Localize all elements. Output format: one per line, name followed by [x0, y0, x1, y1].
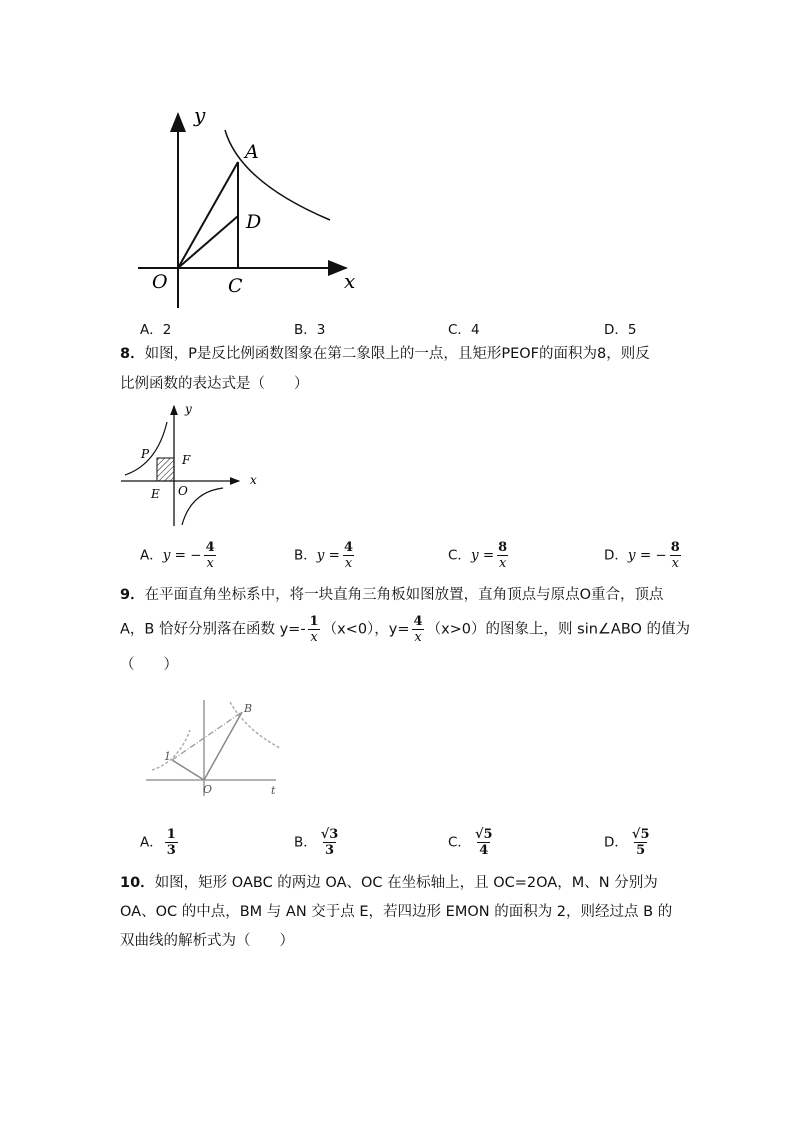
q8-option-a[interactable]: A．y = − $\frac{4}{x}$ [140, 540, 215, 571]
q8-option-b[interactable]: B．y = $\frac{4}{x}$ [294, 540, 354, 571]
q7-option-d[interactable]: D．5 [604, 322, 637, 338]
figure-q9 [140, 690, 290, 800]
label-a: 1 [164, 750, 171, 763]
label-p: P [141, 447, 150, 461]
q8-text-line1: 8．如图，P是反比例函数图象在第二象限上的一点，且矩形PEOF的面积为8，则反 [120, 346, 650, 362]
q9-text-line1: 9．在平面直角坐标系中，将一块直角三角板如图放置，直角顶点与原点O重合，顶点 [120, 587, 664, 603]
label-y: y [194, 103, 206, 127]
segment-od [178, 216, 238, 268]
label-e: E [151, 487, 160, 501]
q7-option-c[interactable]: C．4 [448, 322, 480, 338]
label-d: D [246, 211, 262, 233]
q8-text-line2: 比例函数的表达式是（ ） [120, 376, 309, 392]
q9-option-c[interactable]: C． $\frac{√5}{4}$ [448, 827, 493, 858]
hyperbola-branch-q4 [182, 488, 223, 525]
figure-q7 [130, 100, 370, 315]
label-c: C [228, 275, 243, 297]
label-x: t [271, 784, 276, 797]
q9-option-d[interactable]: D． $\frac{√5}{5}$ [604, 827, 650, 858]
q10-text-line1: 10．如图，矩形 OABC 的两边 OA、OC 在坐标轴上，且 OC=2OA，M、N 分别为 [120, 875, 658, 891]
segment-ab [172, 712, 242, 760]
figure-q8 [115, 400, 265, 530]
rectangle-peof [157, 458, 174, 481]
label-o: O [203, 783, 213, 796]
q10-text-line2: OA、OC 的中点，BM 与 AN 交于点 E，若四边形 EMON 的面积为 2，则经过点 B 的 [120, 904, 673, 920]
label-o: O [178, 484, 188, 498]
hyperbola-left [152, 730, 190, 770]
label-f: F [182, 453, 191, 467]
hyperbola-curve [225, 130, 330, 220]
label-o: O [152, 271, 168, 293]
segment-oa [172, 760, 204, 780]
hyperbola-right [230, 702, 280, 748]
segment-oa [178, 162, 238, 268]
label-b: B [244, 702, 253, 715]
label-a: A [245, 141, 259, 163]
label-y: y [185, 402, 192, 416]
label-x: x [344, 269, 356, 293]
q9-option-a[interactable]: A． $\frac{1}{3}$ [140, 827, 176, 858]
q9-text-line2: A，B 恰好分别落在函数 y=- $\frac{1}{x}$ （x<0），y= $\frac{4}{x}$ （x>0）的图象上，则 sin∠ABO 的值为 [120, 614, 691, 645]
q7-option-b[interactable]: B．3 [294, 322, 326, 338]
segment-ob [204, 712, 242, 780]
q8-option-d[interactable]: D．y = − $\frac{8}{x}$ [604, 540, 680, 571]
q8-option-c[interactable]: C．y = $\frac{8}{x}$ [448, 540, 508, 571]
label-x: x [250, 473, 257, 487]
q9-text-line3: （ ） [120, 657, 178, 673]
q10-text-line3: 双曲线的解析式为（ ） [120, 933, 294, 949]
q7-option-a[interactable]: A．2 [140, 322, 172, 338]
q9-option-b[interactable]: B． $\frac{√3}{3}$ [294, 827, 339, 858]
